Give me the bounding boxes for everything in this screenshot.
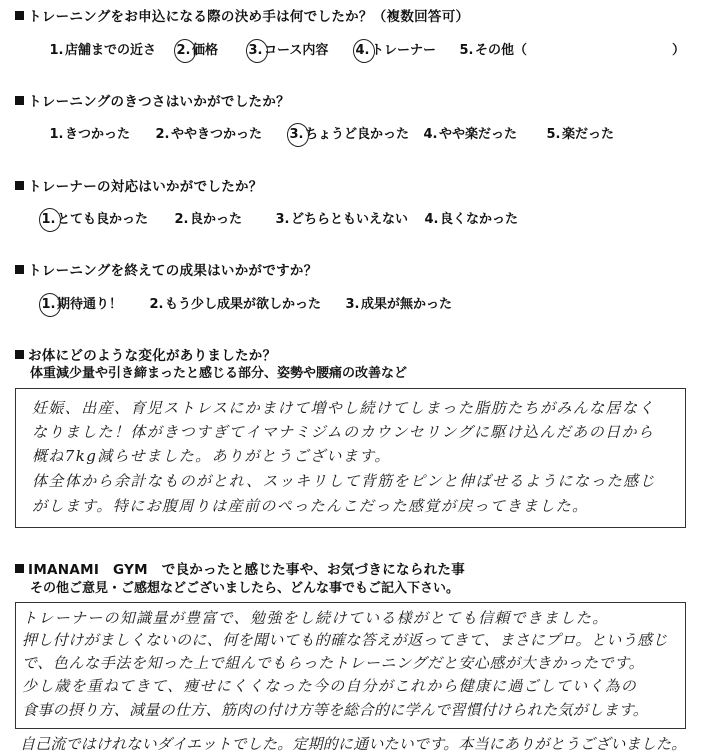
option-item-circled: 1. とても良かった — [41, 212, 149, 227]
square-bullet-icon — [15, 181, 24, 190]
answer-line: 概ね7kg減らせました。ありがとうございます。 — [32, 447, 391, 465]
answer-line: 妊娠、出産、育児ストレスにかまけて増やし続けてしまった脂肪たちがみんな居なく — [32, 399, 655, 417]
question-3-title: トレーナーの対応はいかがでしたか？ — [15, 175, 263, 195]
option-item-circled: 3. ちょうど良かった — [289, 127, 410, 142]
question-6-answer-box — [15, 602, 686, 729]
question-1-options — [48, 39, 688, 59]
answer-line: トレーナーの知識量が豊富で、勉強をし続けている様がとても信頼できました。 — [22, 609, 609, 627]
question-5-subtitle: 体重減少量や引き締まったと感じる部分、姿勢や腰痛の改善など — [30, 366, 408, 381]
square-bullet-icon — [15, 350, 24, 359]
option-item: 5. その他（ — [459, 43, 528, 58]
question-4-title: トレーニングを終えての成果はいかがですか？ — [15, 259, 318, 279]
option-item: 2. ややきつかった — [155, 127, 263, 142]
question-6-title: IMANAMI GYM で良かったと感じた事や、お気づきになられた事 — [15, 558, 465, 578]
option-item-circled: 4. トレーナー — [355, 43, 437, 58]
option-item: 4. 良くなかった — [424, 212, 519, 227]
option-item: 5. 楽だった — [546, 127, 615, 142]
option-item: 2. 良かった — [174, 212, 243, 227]
option-item: 4. やや楽だった — [423, 127, 518, 142]
option-item: 2. もう少し成果が欲しかった — [149, 297, 322, 312]
answer-line: で、色んな手法を知った上で組んでもらったトレーニングだと安心感が大きかったです。 — [22, 654, 645, 672]
question-4-options — [41, 293, 608, 313]
question-5-answer-box — [15, 388, 686, 528]
answer-line: 押し付けがましくないのに、何を聞いても的確な答えが返ってきて、まさにプロ。という感じ — [22, 631, 668, 649]
option-item-circled: 3. コース内容 — [248, 43, 329, 58]
answer-line-overflow: 自己流ではけれないダイエットでした。定期的に通いたいです。本当にありがとうございました。 — [20, 735, 687, 753]
square-bullet-icon — [15, 265, 24, 274]
question-5-title: お体にどのような変化がありましたか？ — [15, 344, 276, 364]
square-bullet-icon — [15, 96, 24, 105]
question-3-options — [41, 208, 648, 228]
square-bullet-icon — [15, 564, 24, 573]
option-item: 1. きつかった — [49, 127, 131, 142]
answer-line: がします。特にお腹周りは産前のぺったんこだった感覚が戻ってきました。 — [32, 497, 589, 515]
option-item-circled: 2. 価格 — [176, 43, 219, 58]
question-1-title: トレーニングをお申込になる際の決め手は何でしたか？（複数回答可） — [15, 5, 469, 25]
answer-line: 食事の摂り方、減量の仕方、筋肉の付け方等を総合的に学んで習慣付けられた気がします。 — [22, 701, 649, 719]
question-6-subtitle: その他ご意見・ご感想などございましたら、どんな事でもご記入下さい。 — [30, 581, 460, 596]
option-item: 3. どちらともいえない — [275, 212, 409, 227]
close-paren: ） — [672, 43, 686, 58]
question-2-options — [48, 123, 678, 143]
answer-line: なりました！体がきつすぎてイマナミジムのカウンセリングに駆け込んだあの日から — [32, 423, 655, 441]
option-item-circled: 1. 期待通り！ — [41, 297, 123, 312]
square-bullet-icon — [15, 11, 24, 20]
answer-line: 少し歳を重ねてきて、痩せにくくなった今の自分がこれから健康に過ごしていく為の — [22, 677, 637, 695]
answer-line: 体全体から余計なものがとれ、スッキリして背筋をピンと伸ばせるようになった感じ — [32, 472, 656, 490]
question-2-title: トレーニングのきつさはいかがでしたか？ — [15, 90, 290, 110]
option-item: 3. 成果が無かった — [345, 297, 453, 312]
option-item: 1. 店舗までの近さ — [49, 43, 157, 58]
